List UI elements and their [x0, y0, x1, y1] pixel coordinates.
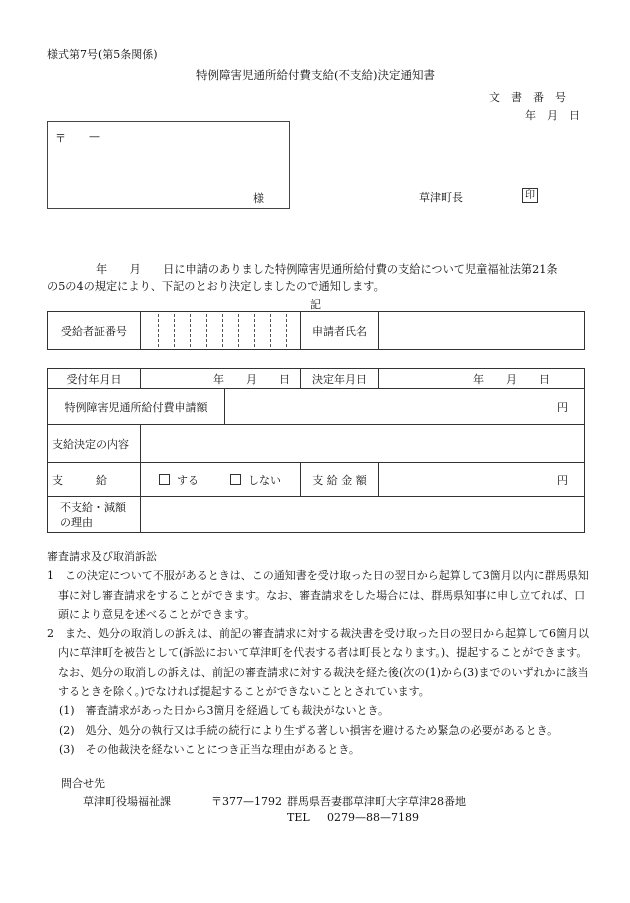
- recipient-cert-number-field[interactable]: [141, 312, 301, 350]
- received-date-value[interactable]: 年 月 日: [141, 369, 301, 389]
- contact-tel-label: TEL: [287, 811, 310, 824]
- recipient-table: [47, 311, 585, 350]
- decision-date-label: 決定年月日: [301, 369, 379, 389]
- option-shinai-label: しない: [248, 473, 281, 487]
- appeal-heading: 審査請求及び取消訴訟: [47, 550, 157, 563]
- reason-label: 不支給・減額 の理由: [48, 497, 141, 533]
- appeal-item-2: (2) 処分、処分の執行又は手続の続行により生ずる著しい損害を避けるため緊急の必要があるとき。: [59, 723, 559, 737]
- form-label: 様式第7号(第5条関係): [47, 48, 158, 61]
- checkbox-shinai[interactable]: [230, 474, 241, 485]
- payment-label: 支 給: [48, 463, 141, 497]
- recipient-cert-label: 受給者証番号: [48, 312, 141, 350]
- seal-text: 印: [522, 188, 538, 203]
- document-number-label: 文 書 番 号: [489, 91, 566, 104]
- contact-heading: 問合せ先: [61, 777, 105, 790]
- date-label: 年 月 日: [525, 109, 580, 122]
- honorific-sama: 様: [253, 192, 264, 205]
- checkbox-suru[interactable]: [159, 474, 170, 485]
- decision-table: [47, 368, 585, 533]
- reason-field[interactable]: [141, 497, 585, 533]
- decision-content-field[interactable]: [141, 425, 585, 463]
- seal-mark: [522, 188, 538, 203]
- contact-office: 草津町役場福祉課: [83, 795, 171, 808]
- payment-options: [141, 463, 301, 497]
- received-date-label: 受付年月日: [48, 369, 141, 389]
- claim-amount-yen: 円: [557, 400, 568, 414]
- intro-line-1: 年 月 日に申請のありました特例障害児通所給付費の支給について児童福祉法第21条: [96, 263, 558, 276]
- appeal-paragraph-2: 2 また、処分の取消しの訴えは、前記の審査請求に対する裁決書を受け取った日の翌日から起算して6箇月以内に草津町を被告として(訴訟において草津町を代表する者は町長となります。)、提起することができます。なお、処分の取消しの訴えは、前記の審査請求に対する裁決を経た後(次の(1)から(3)までのいずれかに該当するときを除く。)でなければ提起することができないこととされています。: [47, 627, 589, 699]
- payment-amount-field[interactable]: [379, 463, 585, 497]
- claim-amount-field[interactable]: [225, 389, 585, 425]
- appeal-item-1: (1) 審査請求があった日から3箇月を経過しても裁決がないとき。: [59, 704, 390, 718]
- contact-postal: 〒377—1792: [211, 795, 282, 808]
- claim-amount-label: 特例障害児通所給付費申請額: [48, 389, 225, 425]
- option-suru-label: する: [177, 473, 199, 487]
- decision-content-label: 支給決定の内容: [48, 425, 141, 463]
- issuer-name: 草津町長: [419, 191, 463, 204]
- page-title: 特例障害児通所給付費支給(不支給)決定通知書: [196, 68, 435, 82]
- intro-line-2: の5の4の規定により、下記のとおり決定しましたので通知します。: [47, 280, 385, 293]
- applicant-name-field[interactable]: [379, 312, 585, 350]
- contact-address: 群馬県吾妻郡草津町大字草津28番地: [287, 795, 466, 808]
- decision-date-value[interactable]: 年 月 日: [379, 369, 585, 389]
- address-box: [47, 121, 290, 209]
- postal-dash: —: [89, 130, 100, 143]
- contact-tel[interactable]: 0279—88—7189: [327, 811, 419, 824]
- payment-amount-label: 支 給 金 額: [301, 463, 379, 497]
- appeal-paragraph-1: 1 この決定について不服があるときは、この通知書を受け取った日の翌日から起算して3箇月以内に群馬県知事に対し審査請求をすることができます。なお、審査請求をした場合には、群馬県知事に申し立てれば、口頭により意見を述べることができます。: [47, 569, 589, 621]
- ki-mark: 記: [310, 298, 321, 311]
- applicant-name-label: 申請者氏名: [301, 312, 379, 350]
- payment-amount-yen: 円: [557, 473, 568, 487]
- postal-mark: 〒: [55, 132, 66, 145]
- appeal-item-3: (3) その他裁決を経ないことにつき正当な理由があるとき。: [59, 742, 360, 756]
- appeal-section: [47, 547, 592, 759]
